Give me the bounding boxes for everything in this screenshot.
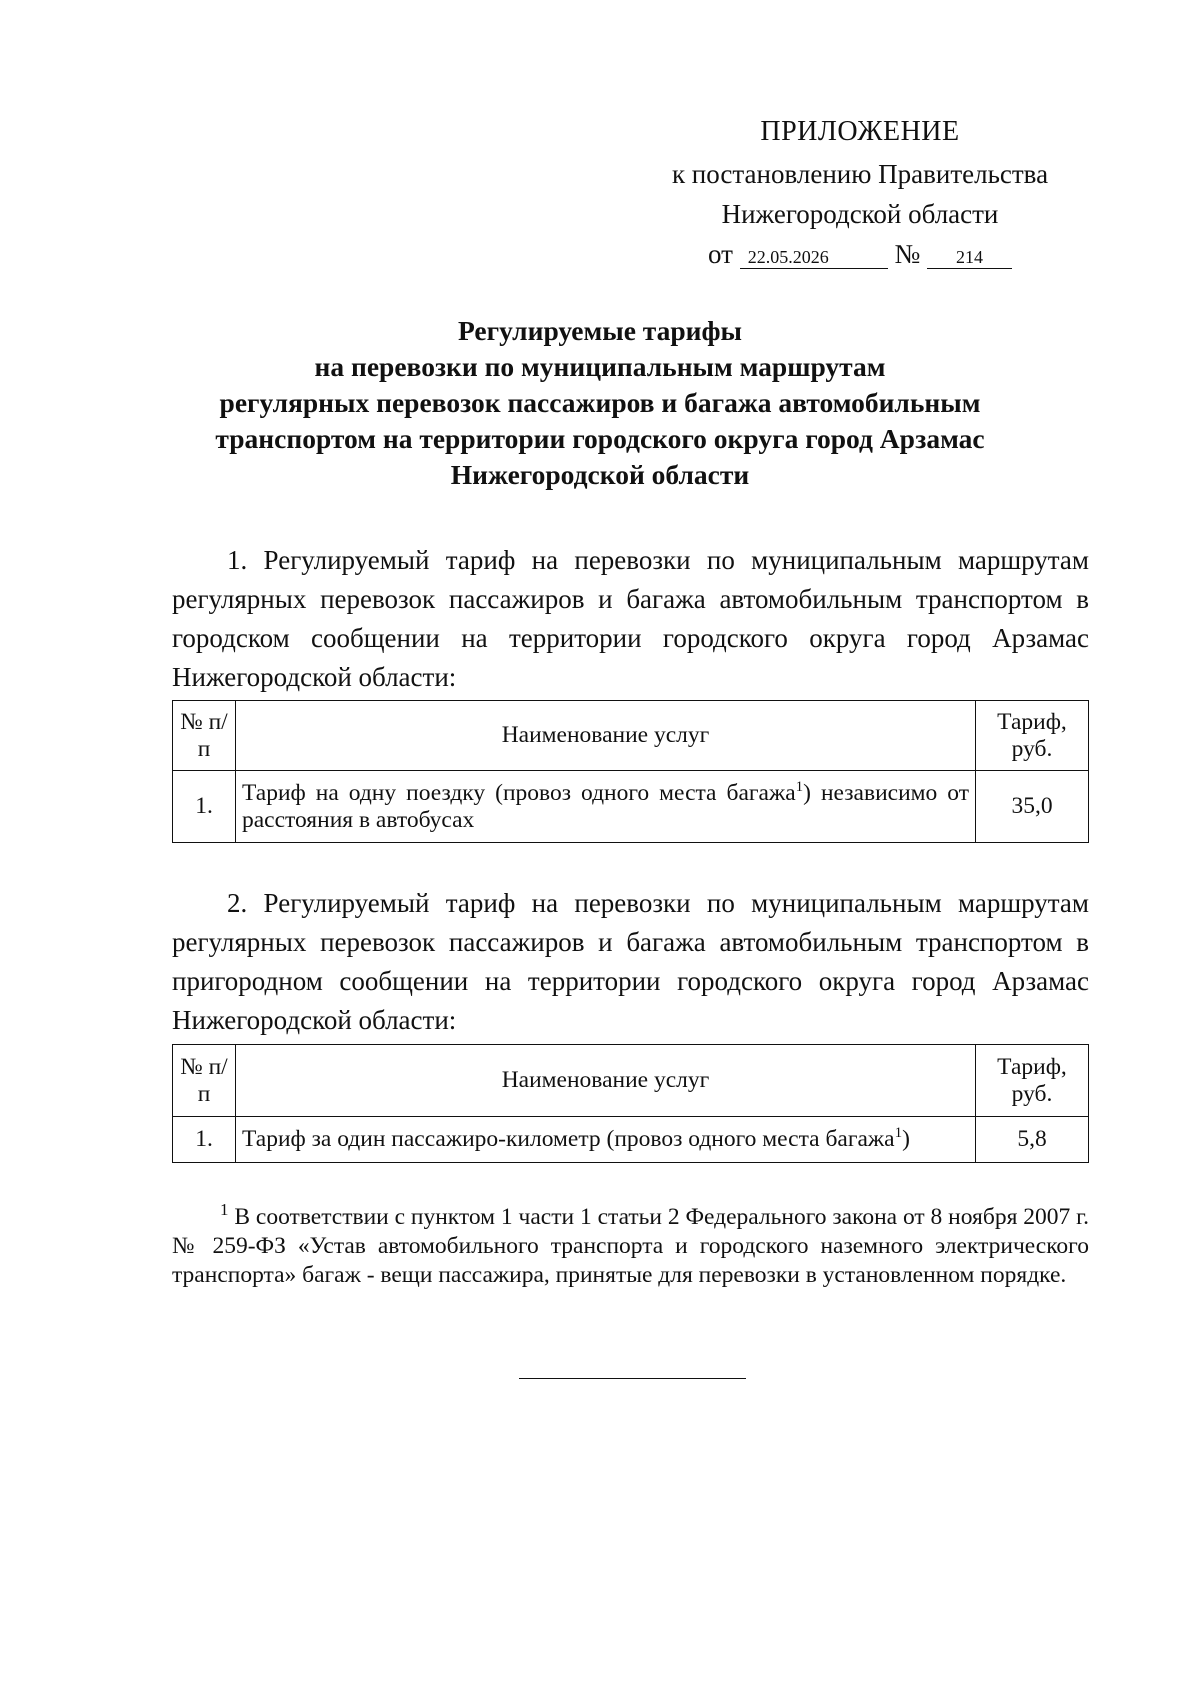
table-row (173, 771, 1089, 843)
title-line-4: транспортом на территории городского округа город Арзамас (215, 423, 985, 454)
table-row (173, 1117, 1089, 1163)
footnote-text: В соответствии с пунктом 1 части 1 статьи 2 Федерального закона от 8 ноября 2007 г. № 259-ФЗ «Устав автомобильного транспорта и городского наземного электрического транспорта» багаж - вещи пассажира, принятые для перевозки в установленном порядке. (172, 1204, 1089, 1288)
table-header-row (173, 1045, 1089, 1117)
header-tariff: Тариф, руб. (976, 701, 1089, 771)
row-name (236, 771, 976, 843)
row-name (236, 1117, 976, 1163)
table-header-row (173, 701, 1089, 771)
tariff-table-suburban (172, 1044, 1089, 1163)
appendix-title: ПРИЛОЖЕНИЕ (760, 116, 960, 147)
row-name-text-tail: ) (902, 1126, 910, 1152)
row-num: 1. (173, 771, 236, 843)
appendix-line-1: к постановлению Правительства (671, 159, 1049, 189)
header-name: Наименование услуг (236, 701, 976, 771)
title-line-5: Нижегородской области (450, 459, 750, 490)
header-tariff: Тариф, руб. (976, 1045, 1089, 1117)
document-title (160, 313, 1040, 493)
decree-date: 22.05.2026 (740, 246, 888, 269)
section-1-text: 1. Регулируемый тариф на перевозки по муниципальным маршрутам регулярных перевозок пассажиров и багажа автомобильным транспортом в городском сообщении на территории городского округа город Арзамас Нижегородской области: (172, 545, 1089, 692)
section-2-text: 2. Регулируемый тариф на перевозки по муниципальным маршрутам регулярных перевозок пассажиров и багажа автомобильным транспортом в пригородном сообщении на территории городского округа город Арзамас Нижегородской области: (172, 888, 1089, 1035)
row-name-text: Тариф на одну поездку (провоз одного места багажа (242, 779, 796, 806)
tariff-table-urban (172, 700, 1089, 843)
row-tariff: 35,0 (976, 771, 1089, 843)
number-sign: № (894, 239, 921, 269)
title-line-3: регулярных перевозок пассажиров и багажа автомобильным (219, 387, 981, 418)
appendix-date-line (640, 234, 1080, 274)
footnote-ref: 1 (795, 778, 804, 795)
header-num: № п/п (173, 1045, 236, 1117)
decree-number: 214 (927, 246, 1012, 269)
header-num: № п/п (173, 701, 236, 771)
footnote-mark: 1 (220, 1200, 229, 1220)
row-name-text: Тариф за один пассажиро-километр (провоз одного места багажа (242, 1126, 895, 1152)
appendix-line-2: Нижегородской области (721, 199, 999, 229)
row-tariff: 5,8 (976, 1117, 1089, 1163)
date-prefix: от (708, 239, 733, 269)
appendix-header (640, 112, 1080, 274)
footnote (172, 1200, 1089, 1290)
footnote-ref: 1 (894, 1125, 903, 1142)
row-name-text-tail: ) независимо от расстояния в автобусах (242, 779, 969, 833)
title-line-1: Регулируемые тарифы (457, 315, 743, 346)
title-line-2: на перевозки по муниципальным маршрутам (314, 351, 886, 382)
header-name: Наименование услуг (236, 1045, 976, 1117)
end-divider (519, 1378, 746, 1379)
row-num: 1. (173, 1117, 236, 1163)
